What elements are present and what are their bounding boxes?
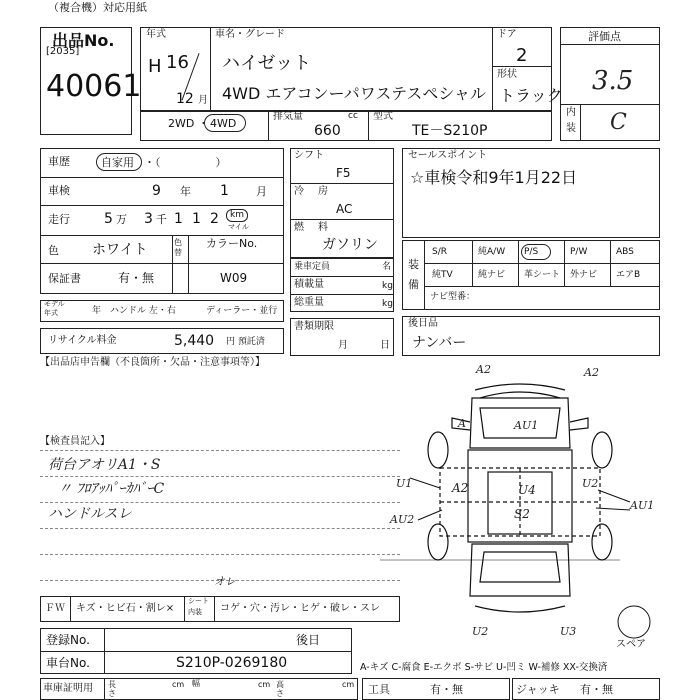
- lot-stamp: [2035]: [46, 46, 80, 57]
- equipment-label: 装備: [408, 258, 419, 291]
- recycle-label: リサイクル料金: [48, 335, 117, 346]
- damage-mark: オレ: [214, 575, 236, 588]
- inspector-note-3: ハンドルスレ: [48, 506, 132, 522]
- history-value: 自家用: [101, 156, 134, 169]
- year-month-unit: 月: [198, 95, 208, 106]
- lot-number: 40061: [46, 69, 142, 104]
- chassis-label: 車台No.: [46, 656, 90, 670]
- history-label: 車歴: [48, 155, 70, 168]
- recycle-value: 5,440: [174, 333, 215, 349]
- tools-value: 有・無: [430, 683, 463, 696]
- displacement: 660: [314, 123, 341, 139]
- sales-point-value: ☆車検令和9年1月22日: [410, 168, 578, 187]
- registration-label: 登録No.: [46, 633, 90, 647]
- jack-value: 有・無: [580, 683, 613, 696]
- navi-label: ナビ型番：: [430, 292, 476, 302]
- equipment-row2-0: 純TV: [432, 270, 453, 280]
- equipment-row1-2: P/S: [524, 247, 539, 257]
- color-label: 色: [48, 244, 59, 257]
- vehicle-grade: 4WD エアコンーパワステスペシャル: [222, 84, 487, 103]
- year-month: 12: [176, 91, 194, 107]
- vehicle-name: ハイゼット: [222, 53, 312, 74]
- spare-label: スペア: [616, 639, 646, 650]
- handle-side: ハンドル 左・右: [110, 306, 176, 316]
- equipment-row2-3: 外ナビ: [570, 270, 598, 280]
- doors: 2: [516, 45, 528, 66]
- grade-score: 3.5: [592, 66, 634, 96]
- equipment-row1-4: ABS: [616, 247, 634, 257]
- interior-score: C: [610, 110, 627, 135]
- shape: トラック: [499, 86, 563, 105]
- mileage-d2: 3: [144, 211, 153, 227]
- seat-legend: コゲ・穴・汚レ・ヒゲ・破レ・スレ: [220, 603, 380, 614]
- declaration-label: 【出品店申告欄（不良箇所・欠品・注意事項等）】: [40, 357, 265, 368]
- lot-label: 出品No.: [52, 31, 115, 50]
- color-value: ホワイト: [92, 242, 148, 258]
- displacement-label: 排気量: [273, 111, 303, 122]
- name-label: 車名・グレード: [215, 29, 285, 40]
- aftermarket-value: ナンバー: [412, 335, 467, 351]
- sales-point-box: [402, 148, 660, 238]
- chassis-value: S210P-0269180: [176, 655, 288, 671]
- inspection-label: 車検: [48, 184, 70, 197]
- inspection-year: 9: [152, 183, 161, 199]
- shift-value: F5: [336, 166, 351, 180]
- drive-2wd: 2WD: [168, 117, 195, 130]
- equipment-row1-1: 純A/W: [478, 247, 506, 257]
- ac-value: AC: [336, 202, 353, 216]
- model-label: 型式: [373, 111, 393, 122]
- mileage-km: km: [230, 210, 244, 220]
- inspection-month: 1: [220, 183, 229, 199]
- dealer-import: ディーラー・並行: [206, 306, 278, 316]
- equipment-row2-4: エアB: [616, 270, 641, 280]
- ps-selected-circle: [521, 244, 551, 260]
- inspector-label: 【検査員記入】: [40, 436, 110, 447]
- damage-legend: キズ・ヒビ石・割レ×: [76, 603, 175, 614]
- jack-label: ジャッキ: [516, 683, 560, 696]
- warranty-value: 有・無: [118, 271, 155, 285]
- year-num: 16: [166, 52, 189, 73]
- drive-4wd: 4WD: [210, 117, 237, 130]
- sales-point-label: セールスポイント: [408, 150, 488, 161]
- equipment-row2-1: 純ナビ: [478, 270, 506, 280]
- inspector-note-1: 荷台アオリA1・S: [48, 457, 161, 473]
- door-label: ドア: [497, 29, 517, 40]
- equipment-row1-3: P/W: [570, 247, 588, 257]
- damage-code-legend: A-キズ C-腐食 E-エクボ S-サビ U-凹ミ W-補修 XX-交換済: [360, 662, 608, 673]
- aftermarket-label: 後日品: [408, 318, 438, 329]
- color-code: W09: [220, 271, 248, 285]
- inspector-note-2: 〃 ﾌﾛｱｯﾊﾟｰｶﾊﾞｰC: [58, 481, 165, 497]
- mileage-d1: 5: [104, 211, 113, 227]
- equipment-row2-2: 革シート: [524, 270, 561, 280]
- color-code-label: カラーNo.: [206, 237, 258, 250]
- model-code: TE－S210P: [412, 123, 488, 139]
- mileage-label: 走行: [48, 213, 70, 226]
- tools-label: 工具: [368, 683, 390, 696]
- warranty-label: 保証書: [48, 272, 81, 285]
- year-label: 年式: [146, 29, 166, 40]
- equipment-row1-0: S/R: [432, 247, 447, 257]
- form-header: （複合機）対応用紙: [48, 1, 147, 14]
- grade-label: 評価点: [588, 30, 621, 43]
- shift-label: シフト: [294, 150, 324, 161]
- shape-label: 形状: [497, 69, 517, 80]
- year-era: H: [148, 56, 162, 77]
- fuel-value: ガソリン: [322, 237, 378, 253]
- registration-later: 後日: [296, 633, 321, 647]
